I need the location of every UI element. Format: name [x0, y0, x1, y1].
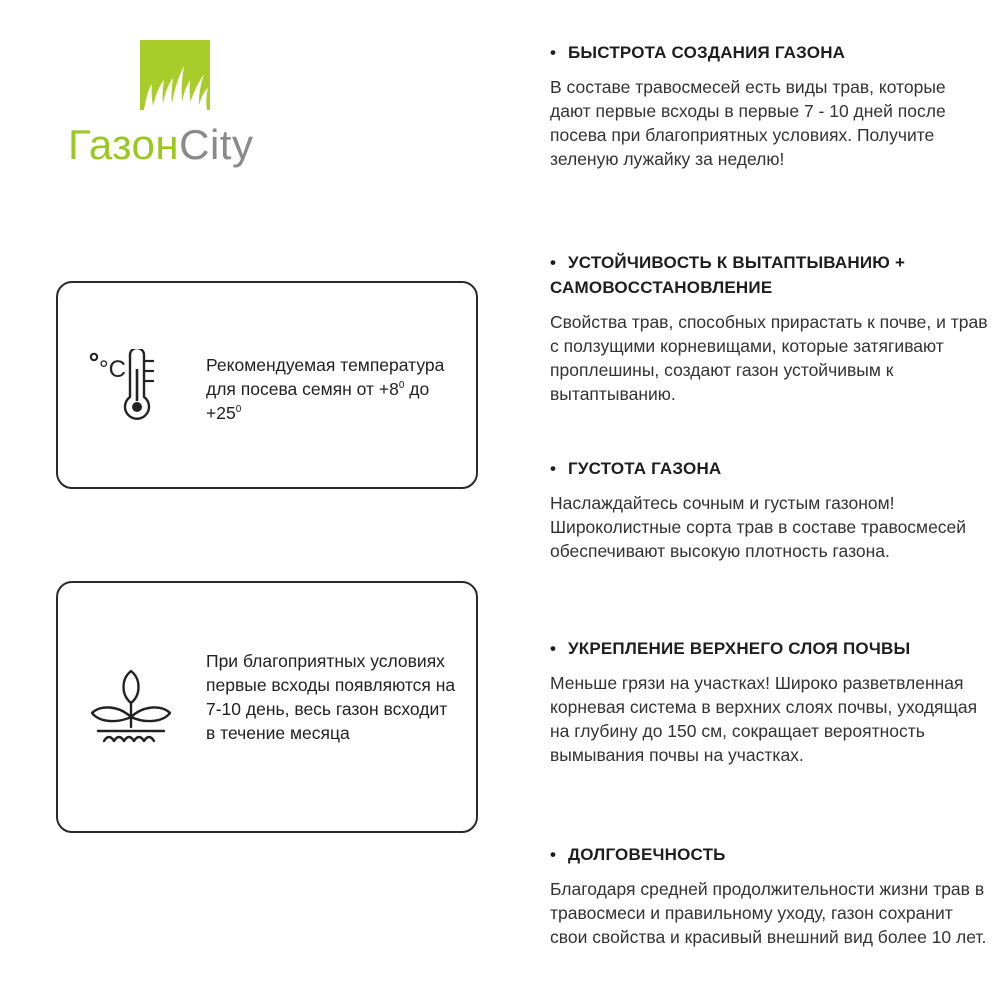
feature-item: [550, 250, 990, 406]
feature-title: • ДОЛГОВЕЧНОСТЬ: [550, 845, 726, 864]
feature-title: • УСТОЙЧИВОСТЬ К ВЫТАПТЫВАНИЮ + САМОВОССТАНОВЛЕНИЕ: [550, 253, 906, 297]
feature-item: [550, 456, 990, 563]
temperature-card: [56, 281, 478, 489]
feature-item: [550, 40, 990, 171]
sprouting-card: [56, 581, 478, 833]
brand-name-part2: City: [179, 121, 254, 168]
brand-name: [68, 120, 253, 170]
feature-item: [550, 636, 990, 767]
feature-title: • БЫСТРОТА СОЗДАНИЯ ГАЗОНА: [550, 43, 846, 62]
feature-description: Свойства трав, способных прирастать к почве, и трав с ползущими корневищами, которые затягивают проплешины, создают газон устойчивым к вытаптыванию.: [550, 312, 988, 404]
temperature-text: Рекомендуемая температура для посева семян от $+8^0$ до $+25^0$: [206, 355, 445, 423]
sprouting-text: При благоприятных условиях первые всходы появляются на 7-10 день, весь газон всходит в течение месяца: [206, 651, 456, 743]
feature-description: Благодаря средней продолжительности жизни трав в травосмеси и правильному уходу, газон сохранит свои свойства и красивый внешний вид более 10 лет.: [550, 879, 987, 947]
brand-name-part1: Газон: [68, 121, 180, 168]
brand-logo: [68, 38, 298, 178]
grass-logo-icon: [140, 40, 210, 110]
feature-description: Наслаждайтесь сочным и густым газоном! Широколистные сорта трав в составе травосмесей обеспечивают высокую плотность газона.: [550, 493, 967, 561]
feature-description: В составе травосмесей есть виды трав, которые дают первые всходы в первые 7 - 10 дней после посева при благоприятных условиях. Получите зеленую лужайку за неделю!: [550, 77, 946, 169]
celsius-label: °C: [99, 356, 126, 383]
thermometer-icon: [88, 349, 162, 425]
feature-item: [550, 842, 990, 949]
feature-title: • УКРЕПЛЕНИЕ ВЕРХНЕГО СЛОЯ ПОЧВЫ: [550, 639, 911, 658]
feature-description: Меньше грязи на участках! Широко разветвленная корневая система в верхних слоях почвы, уходящая на глубину до 150 см, сокращает вероятность вымывания почвы на участках.: [550, 673, 978, 765]
feature-title: • ГУСТОТА ГАЗОНА: [550, 459, 722, 478]
sprout-icon: [88, 669, 174, 747]
